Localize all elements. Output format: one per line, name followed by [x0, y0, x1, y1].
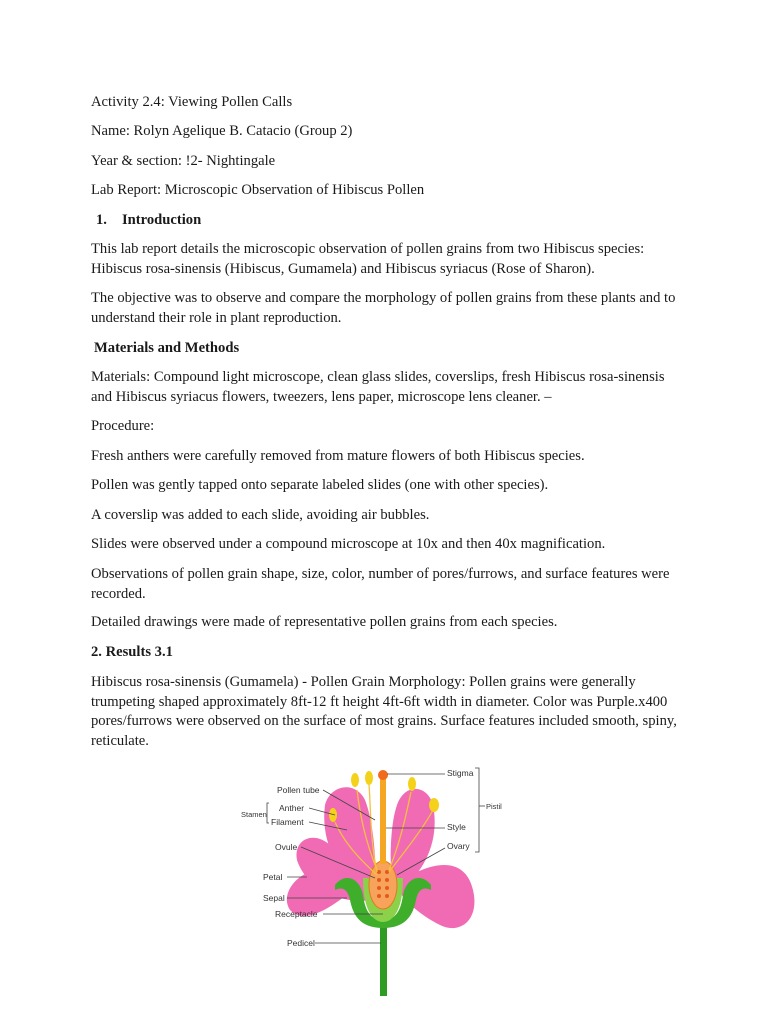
activity-title: Activity 2.4: Viewing Pollen Calls [91, 94, 293, 110]
ovary-shape [369, 861, 397, 909]
introduction-number: 1. [96, 212, 107, 228]
label-style: Style [447, 822, 466, 832]
year-section: Year & section: !2- Nightingale [91, 153, 276, 169]
style-shape [380, 778, 386, 864]
label-ovary: Ovary [447, 841, 470, 851]
procedure-step: Slides were observed under a compound microscope at 10x and then 40x magnification. [91, 536, 606, 552]
procedure-step: Detailed drawings were made of representative pollen grains from each species. [91, 614, 558, 630]
procedure-step: Pollen was gently tapped onto separate labeled slides (one with other species). [91, 477, 549, 493]
intro-paragraph-1: This lab report details the microscopic observation of pollen grains from two Hibiscus species: Hibiscus rosa-sinensis (Hibiscus, Gumamela) and Hibiscus syriacus (Rose of Sharon). [91, 241, 645, 277]
label-pistil: Pistil [486, 802, 502, 811]
intro-paragraph-2: The objective was to observe and compare the morphology of pollen grains from these plants and to understand their role in plant reproduction. [91, 290, 676, 326]
label-sepal: Sepal [263, 893, 285, 903]
label-pedicel: Pedicel [287, 938, 315, 948]
stigma-shape [378, 770, 388, 780]
label-ovule: Ovule [275, 842, 298, 852]
lab-report-title: Lab Report: Microscopic Observation of Hibiscus Pollen [91, 182, 425, 198]
student-name: Name: Rolyn Agelique B. Catacio (Group 2) [91, 123, 353, 139]
label-filament: Filament [271, 817, 304, 827]
results-paragraph: Hibiscus rosa-sinensis (Gumamela) - Pollen Grain Morphology: Pollen grains were generally trumpeting shaped approximately 8ft-12 ft height 4ft-6ft width in diameter. Color was Purple.x400 pores/furrows were observed on the surface of most grains. Surface features included smooth, spiny, reticulate. [91, 674, 677, 749]
procedure-label: Procedure: [91, 418, 155, 434]
materials-paragraph: Materials: Compound light microscope, clean glass slides, coverslips, fresh Hibiscus rosa-sinensis and Hibiscus syriacus flowers, tweezers, lens paper, microscope lens cleaner. – [91, 369, 665, 405]
label-stigma: Stigma [447, 768, 474, 778]
introduction-heading-text: Introduction [122, 212, 202, 228]
label-pollen-tube: Pollen tube [277, 785, 320, 795]
procedure-step: A coverslip was added to each slide, avoiding air bubbles. [91, 507, 430, 523]
label-receptacle: Receptacle [275, 909, 318, 919]
bracket-pistil [475, 768, 479, 852]
procedure-step: Fresh anthers were carefully removed from mature flowers of both Hibiscus species. [91, 448, 585, 464]
bracket-stamen [267, 803, 269, 823]
procedure-step: Observations of pollen grain shape, size, color, number of pores/furrows, and surface features were recorded. [91, 566, 670, 602]
introduction-heading [96, 211, 686, 231]
label-petal: Petal [263, 872, 283, 882]
methods-heading: Materials and Methods [94, 340, 240, 356]
label-anther: Anther [279, 803, 305, 813]
flower-diagram [235, 760, 525, 996]
results-heading: 2. Results 3.1 [91, 644, 173, 660]
label-stamen: Stamen [241, 810, 267, 819]
